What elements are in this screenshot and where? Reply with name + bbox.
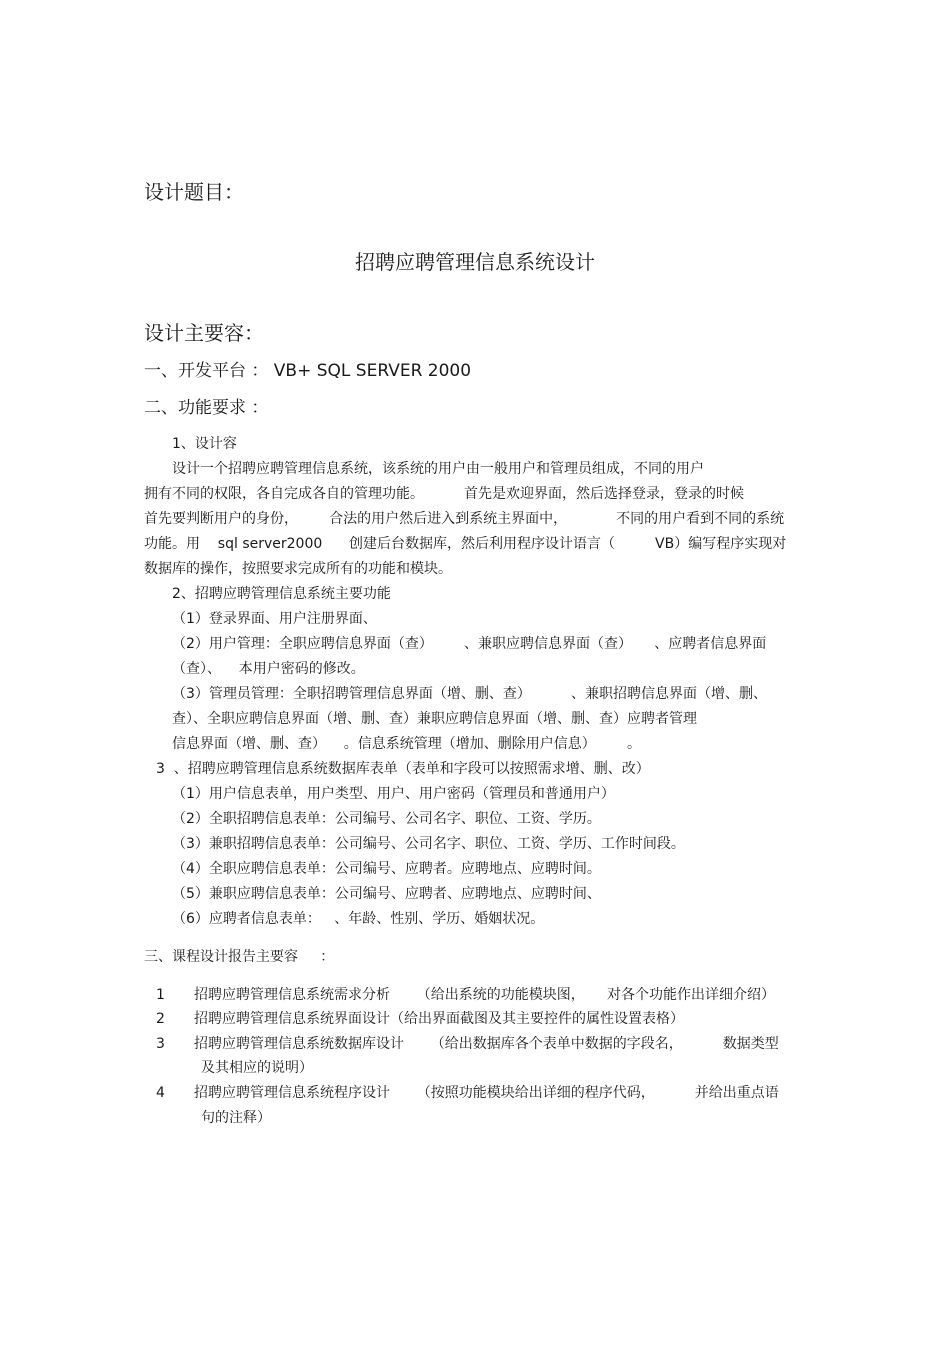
section1-line: 首先要判断用户的身份， 合法的用户然后进入到系统主界面中， 不同的用户看到不同的系统 — [144, 511, 785, 527]
section1-line: 拥有不同的权限，各自完成各自的管理功能。 首先是欢迎界面，然后选择登录，登录的时候 — [144, 486, 745, 502]
report-item-text: 招聘应聘管理信息系统数据库设计 （给出数据库各个表单中数据的字段名， 数据类型 — [194, 1036, 779, 1052]
section3-line: （1）用户信息表单，用户类型、用户、用户密码（管理员和普通用户） — [172, 786, 615, 802]
design-topic-label: 设计题目： — [144, 180, 244, 204]
section3-line: （2）全职招聘信息表单：公司编号、公司名字、职位、工资、学历。 — [172, 811, 601, 827]
report-item-number: 2 — [156, 1011, 165, 1027]
report-item-continuation: 句的注释） — [201, 1110, 271, 1126]
report-item-text: 招聘应聘管理信息系统程序设计 （按照功能模块给出详细的程序代码， 并给出重点语 — [194, 1085, 779, 1101]
section2-line: （1）登录界面、用户注册界面、 — [172, 611, 377, 627]
section3-line: （5）兼职应聘信息表单：公司编号、应聘者、应聘地点、应聘时间、 — [172, 886, 601, 902]
section2-line: （2）用户管理：全职应聘信息界面（查） 、兼职应聘信息界面（查） 、应聘者信息界面 — [172, 636, 767, 652]
section1-line: 功能。用 sql server2000 创建后台数据库，然后利用程序设计语言（ VB）编写程序实现对 — [144, 536, 787, 552]
main-content-label: 设计主要容： — [144, 321, 264, 345]
report-item-text: 招聘应聘管理信息系统需求分析 （给出系统的功能模块图， 对各个功能作出详细介绍） — [194, 987, 775, 1003]
function-label: 二、功能要求 ： — [144, 398, 269, 418]
report-item-number: 4 — [156, 1085, 165, 1101]
report-item-number: 1 — [156, 987, 165, 1003]
report-item-text: 招聘应聘管理信息系统界面设计（给出界面截图及其主要控件的属性设置表格） — [194, 1011, 684, 1027]
section2-line: 信息界面（增、删、查） 。信息系统管理（增加、删除用户信息） 。 — [172, 736, 641, 752]
section3-line: （4）全职应聘信息表单：公司编号、应聘者。应聘地点、应聘时间。 — [172, 861, 601, 877]
system-title: 招聘应聘管理信息系统设计 — [355, 250, 595, 274]
section1-line: 数据库的操作，按照要求完成所有的功能和模块。 — [144, 561, 452, 577]
section3-heading: 3 、招聘应聘管理信息系统数据库表单（表单和字段可以按照需求增、删、改） — [156, 761, 650, 777]
section3-line: （6）应聘者信息表单： 、年龄、性别、学历、婚姻状况。 — [172, 911, 545, 927]
section2-heading: 2、招聘应聘管理信息系统主要功能 — [172, 586, 391, 602]
section1-line: 设计一个招聘应聘管理信息系统，该系统的用户由一般用户和管理员组成，不同的用户 — [172, 461, 704, 477]
section3-line: （3）兼职招聘信息表单：公司编号、公司名字、职位、工资、学历、工作时间段。 — [172, 836, 685, 852]
section2-line: （查）、 本用户密码的修改。 — [172, 661, 365, 677]
section2-line: 查）、全职应聘信息界面（增、删、查）兼职应聘信息界面（增、删、查）应聘者管理 — [172, 711, 697, 727]
report-heading: 三、课程设计报告主要容 ： — [144, 949, 335, 965]
report-item-number: 3 — [156, 1036, 165, 1052]
section1-heading: 1、设计容 — [172, 436, 237, 452]
section2-line: （3）管理员管理：全职招聘管理信息界面（增、删、查） 、兼职招聘信息界面（增、删、 — [172, 686, 767, 702]
report-item-continuation: 及其相应的说明） — [201, 1060, 313, 1076]
platform-line: 一、开发平台 ： VB+ SQL SERVER 2000 — [144, 361, 472, 381]
